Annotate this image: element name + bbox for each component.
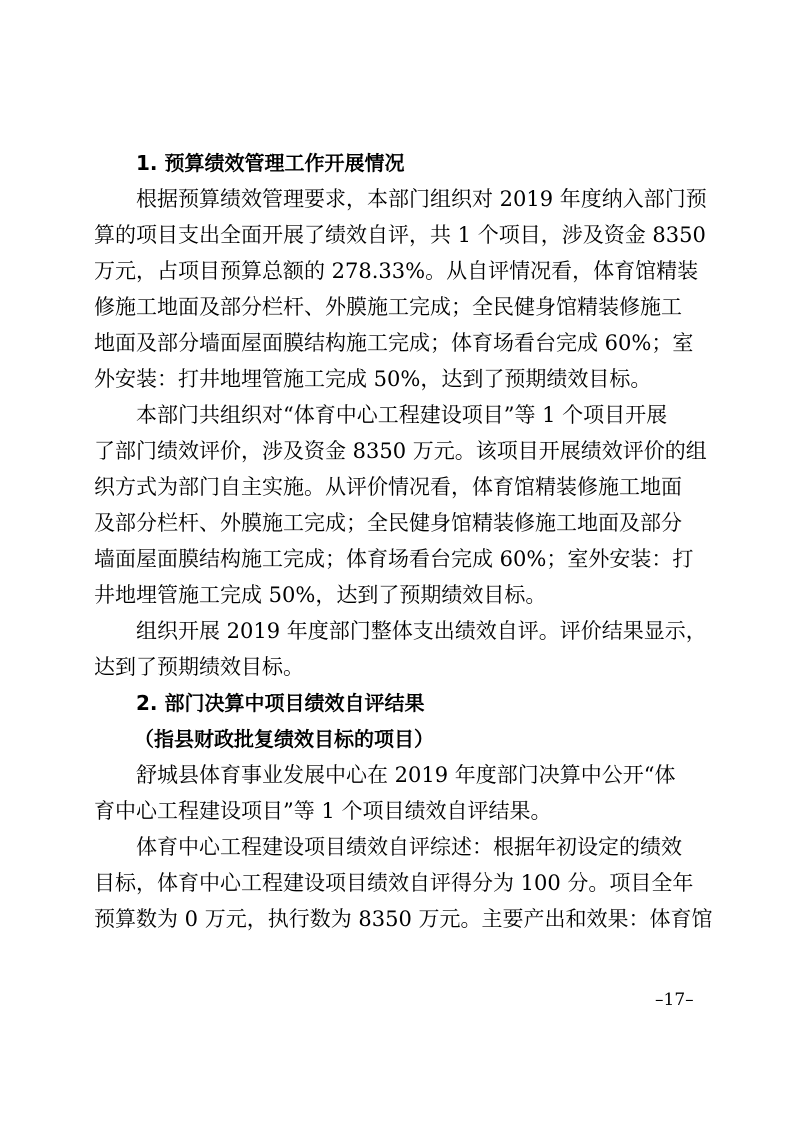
text-line: 算的项目支出全面开展了绩效自评，共 1 个项目，涉及资金 8350: [94, 223, 706, 247]
text-line: 舒城县体育事业发展中心在 2019 年度部门决算中公开“体: [136, 763, 676, 787]
text-line: 本部门共组织对“体育中心工程建设项目”等 1 个项目开展: [136, 403, 668, 427]
text-line: 万元，占项目预算总额的 278.33%。从自评情况看，体育馆精装: [94, 259, 699, 283]
text-line: 目标，体育中心工程建设项目绩效自评得分为 100 分。项目全年: [94, 871, 694, 895]
section-2-paragraph-1: [94, 757, 696, 829]
section-2-paragraph-2: [94, 829, 713, 937]
text-line: 根据预算绩效管理要求，本部门组织对 2019 年度纳入部门预: [136, 187, 707, 211]
text-line: 及部分栏杆、外膜施工完成；全民健身馆精装修施工地面及部分: [94, 511, 682, 535]
page-number: –17–: [655, 990, 694, 1010]
section-1-paragraph-3: [94, 613, 707, 685]
text-line: 育中心工程建设项目”等 1 个项目绩效自评结果。: [94, 799, 552, 823]
text-line: 预算数为 0 万元，执行数为 8350 万元。主要产出和效果：体育馆: [94, 907, 713, 931]
section-2-heading: 2. 部门决算中项目绩效自评结果: [136, 691, 425, 715]
text-line: 井地埋管施工完成 50%，达到了预期绩效目标。: [94, 583, 547, 607]
text-line: 地面及部分墙面屋面膜结构施工完成；体育场看台完成 60%；室: [94, 331, 694, 355]
text-line: 组织开展 2019 年度部门整体支出绩效自评。评价结果显示，: [136, 619, 707, 643]
section-1-paragraph-2: [94, 397, 707, 613]
text-line: 修施工地面及部分栏杆、外膜施工完成；全民健身馆精装修施工: [94, 295, 682, 319]
text-line: 达到了预期绩效目标。: [94, 655, 304, 679]
section-2-subheading: （指县财政批复绩效目标的项目）: [134, 727, 434, 751]
text-line: 外安装：打井地埋管施工完成 50%，达到了预期绩效目标。: [94, 367, 652, 391]
section-1-heading: 1. 预算绩效管理工作开展情况: [136, 151, 405, 175]
text-line: 织方式为部门自主实施。从评价情况看，体育馆精装修施工地面: [94, 475, 682, 499]
text-line: 了部门绩效评价，涉及资金 8350 万元。该项目开展绩效评价的组: [94, 439, 707, 463]
text-line: 墙面屋面膜结构施工完成；体育场看台完成 60%；室外安装：打: [94, 547, 694, 571]
text-line: 体育中心工程建设项目绩效自评综述：根据年初设定的绩效: [136, 835, 682, 859]
section-1-paragraph-1: [94, 181, 707, 397]
